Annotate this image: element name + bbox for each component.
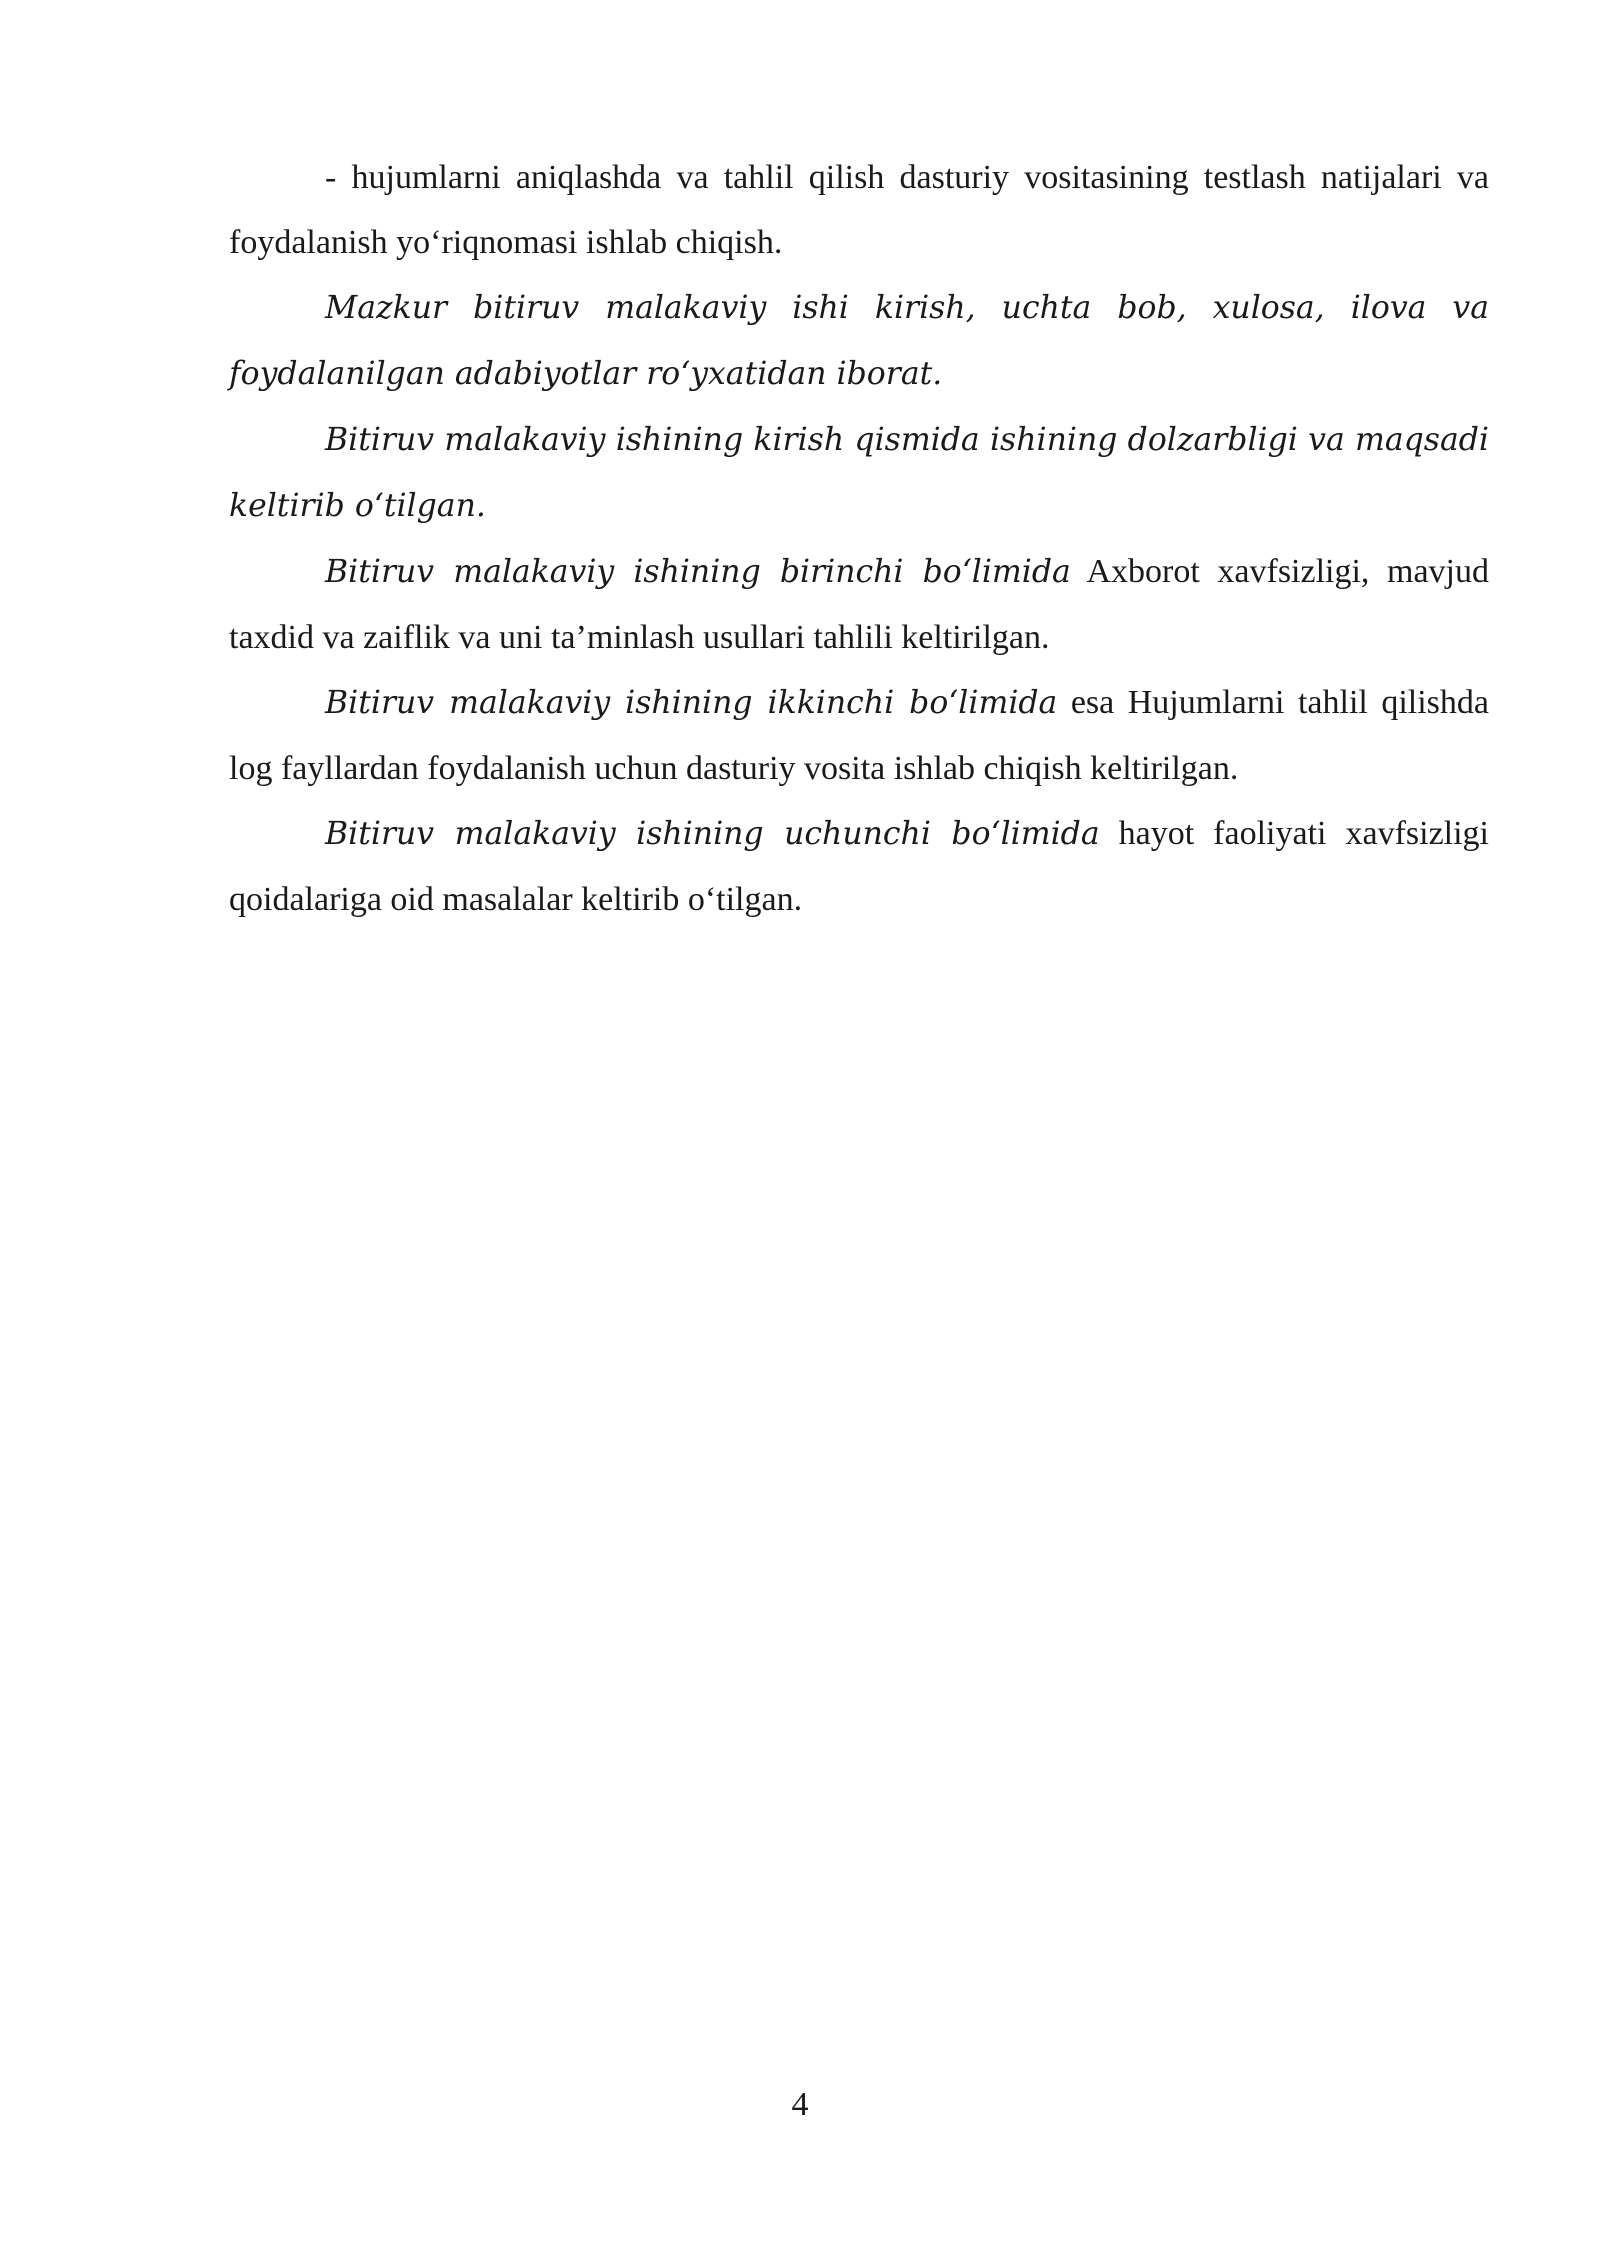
paragraph-objective: [229, 145, 1489, 275]
paragraph-italic-lead: Bitiruv malakaviy ishining birinchi bo‘limida: [325, 554, 1071, 590]
paragraph-structure: [229, 275, 1489, 407]
paragraph-italic-text: Bitiruv malakaviy ishining kirish qismida ishining dolzarbligi va maqsadi keltirib o‘tilgan.: [229, 422, 1489, 524]
paragraph-italic-lead: Bitiruv malakaviy ishining uchunchi bo‘limida: [325, 816, 1100, 852]
paragraph-chapter-three: [229, 801, 1489, 932]
paragraph-text: Axborot xavfsizligi, mavjud taxdid va zaiflik va uni ta’minlash usullari tahlili keltirilgan.: [229, 553, 1490, 656]
paragraph-chapter-two: [229, 670, 1489, 801]
paragraph-italic-lead: Bitiruv malakaviy ishining ikkinchi bo‘limida: [325, 685, 1058, 721]
page-number: 4: [791, 2086, 809, 2123]
body-text: [229, 145, 1489, 932]
paragraph-text: - hujumlarni aniqlashda va tahlil qilish dasturiy vositasining testlash natijalari va foydalanish yo‘riqnomasi ishlab chiqish.: [229, 159, 1489, 261]
paragraph-introduction: [229, 407, 1489, 539]
paragraph-text: hayot faoliyati xavfsizligi qoidalariga oid masalalar keltirib o‘tilgan.: [229, 815, 1489, 918]
paragraph-text: esa Hujumlarni tahlil qilishda log fayllardan foydalanish uchun dasturiy vosita ishlab chiqish keltirilgan.: [229, 684, 1489, 787]
paragraph-chapter-one: [229, 539, 1489, 670]
paragraph-italic-text: Mazkur bitiruv malakaviy ishi kirish, uchta bob, xulosa, ilova va foydalanilgan adabiyotlar ro‘yxatidan iborat.: [229, 290, 1489, 392]
